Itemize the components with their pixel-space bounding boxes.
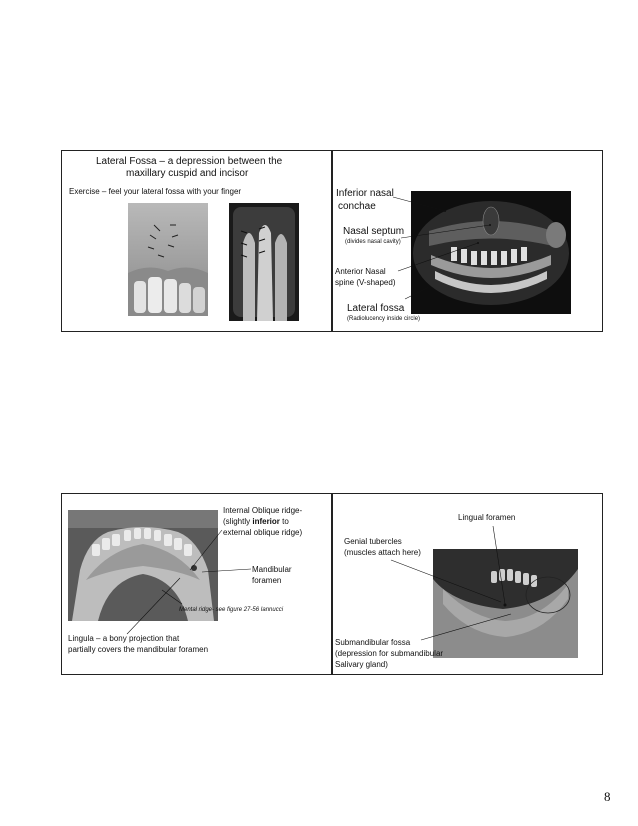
label-oblique-ridge-3: external oblique ridge) <box>223 528 303 537</box>
label-genial-1: Genial tubercles <box>344 537 402 546</box>
slide-panoramic-radiograph <box>332 150 603 332</box>
mandible-lingual-photo <box>433 549 578 658</box>
panoramic-xray <box>411 191 571 314</box>
slide-mandible-lingual <box>332 493 603 675</box>
periapical-xray <box>229 203 299 321</box>
label-mandibular-1: Mandibular <box>252 565 292 574</box>
oblique-text-pre: (slightly <box>223 517 253 526</box>
label-lateral-fossa: Lateral fossa <box>347 303 405 314</box>
oblique-text-bold: inferior <box>252 517 280 526</box>
label-inferior-nasal-2: conchae <box>338 201 376 212</box>
label-lingula-2: partially covers the mandibular foramen <box>68 645 209 654</box>
oblique-text-post: to <box>279 517 289 526</box>
mandible-photo <box>68 510 218 621</box>
label-nasal-septum: Nasal septum <box>343 226 405 237</box>
slide-lateral-fossa <box>61 150 332 332</box>
exercise-text: Exercise – feel your lateral fossa with your finger <box>69 187 242 196</box>
slide-title-line-2: maxillary cuspid and incisor <box>126 168 249 179</box>
slide-mandible-internal <box>61 493 332 675</box>
label-anterior-nasal-2: spine (V-shaped) <box>335 278 396 287</box>
label-mandibular-2: foramen <box>252 576 282 585</box>
label-mental-ridge: Mental ridge- see figure 27-56 Iannucci <box>179 607 284 613</box>
label-lingual-foramen: Lingual foramen <box>458 513 516 522</box>
label-oblique-ridge-1: Internal Oblique ridge- <box>223 506 303 515</box>
label-oblique-ridge-2 <box>223 517 289 526</box>
label-submandibular-2: (depression for submandibular <box>335 649 444 658</box>
label-inferior-nasal-1: Inferior nasal <box>336 188 394 199</box>
skull-maxilla-photo <box>128 203 208 316</box>
label-lingula-1: Lingula – a bony projection that <box>68 634 180 643</box>
label-submandibular-1: Submandibular fossa <box>335 638 411 647</box>
label-submandibular-3: Salivary gland) <box>335 660 388 669</box>
page-number: 8 <box>604 789 611 804</box>
label-nasal-septum-note: (divides nasal cavity) <box>345 239 401 245</box>
slide-title-line-1: Lateral Fossa – a depression between the <box>96 156 283 167</box>
label-anterior-nasal-1: Anterior Nasal <box>335 267 386 276</box>
label-lateral-fossa-note: (Radiolucency inside circle) <box>347 316 421 322</box>
label-genial-2: (muscles attach here) <box>344 548 421 557</box>
